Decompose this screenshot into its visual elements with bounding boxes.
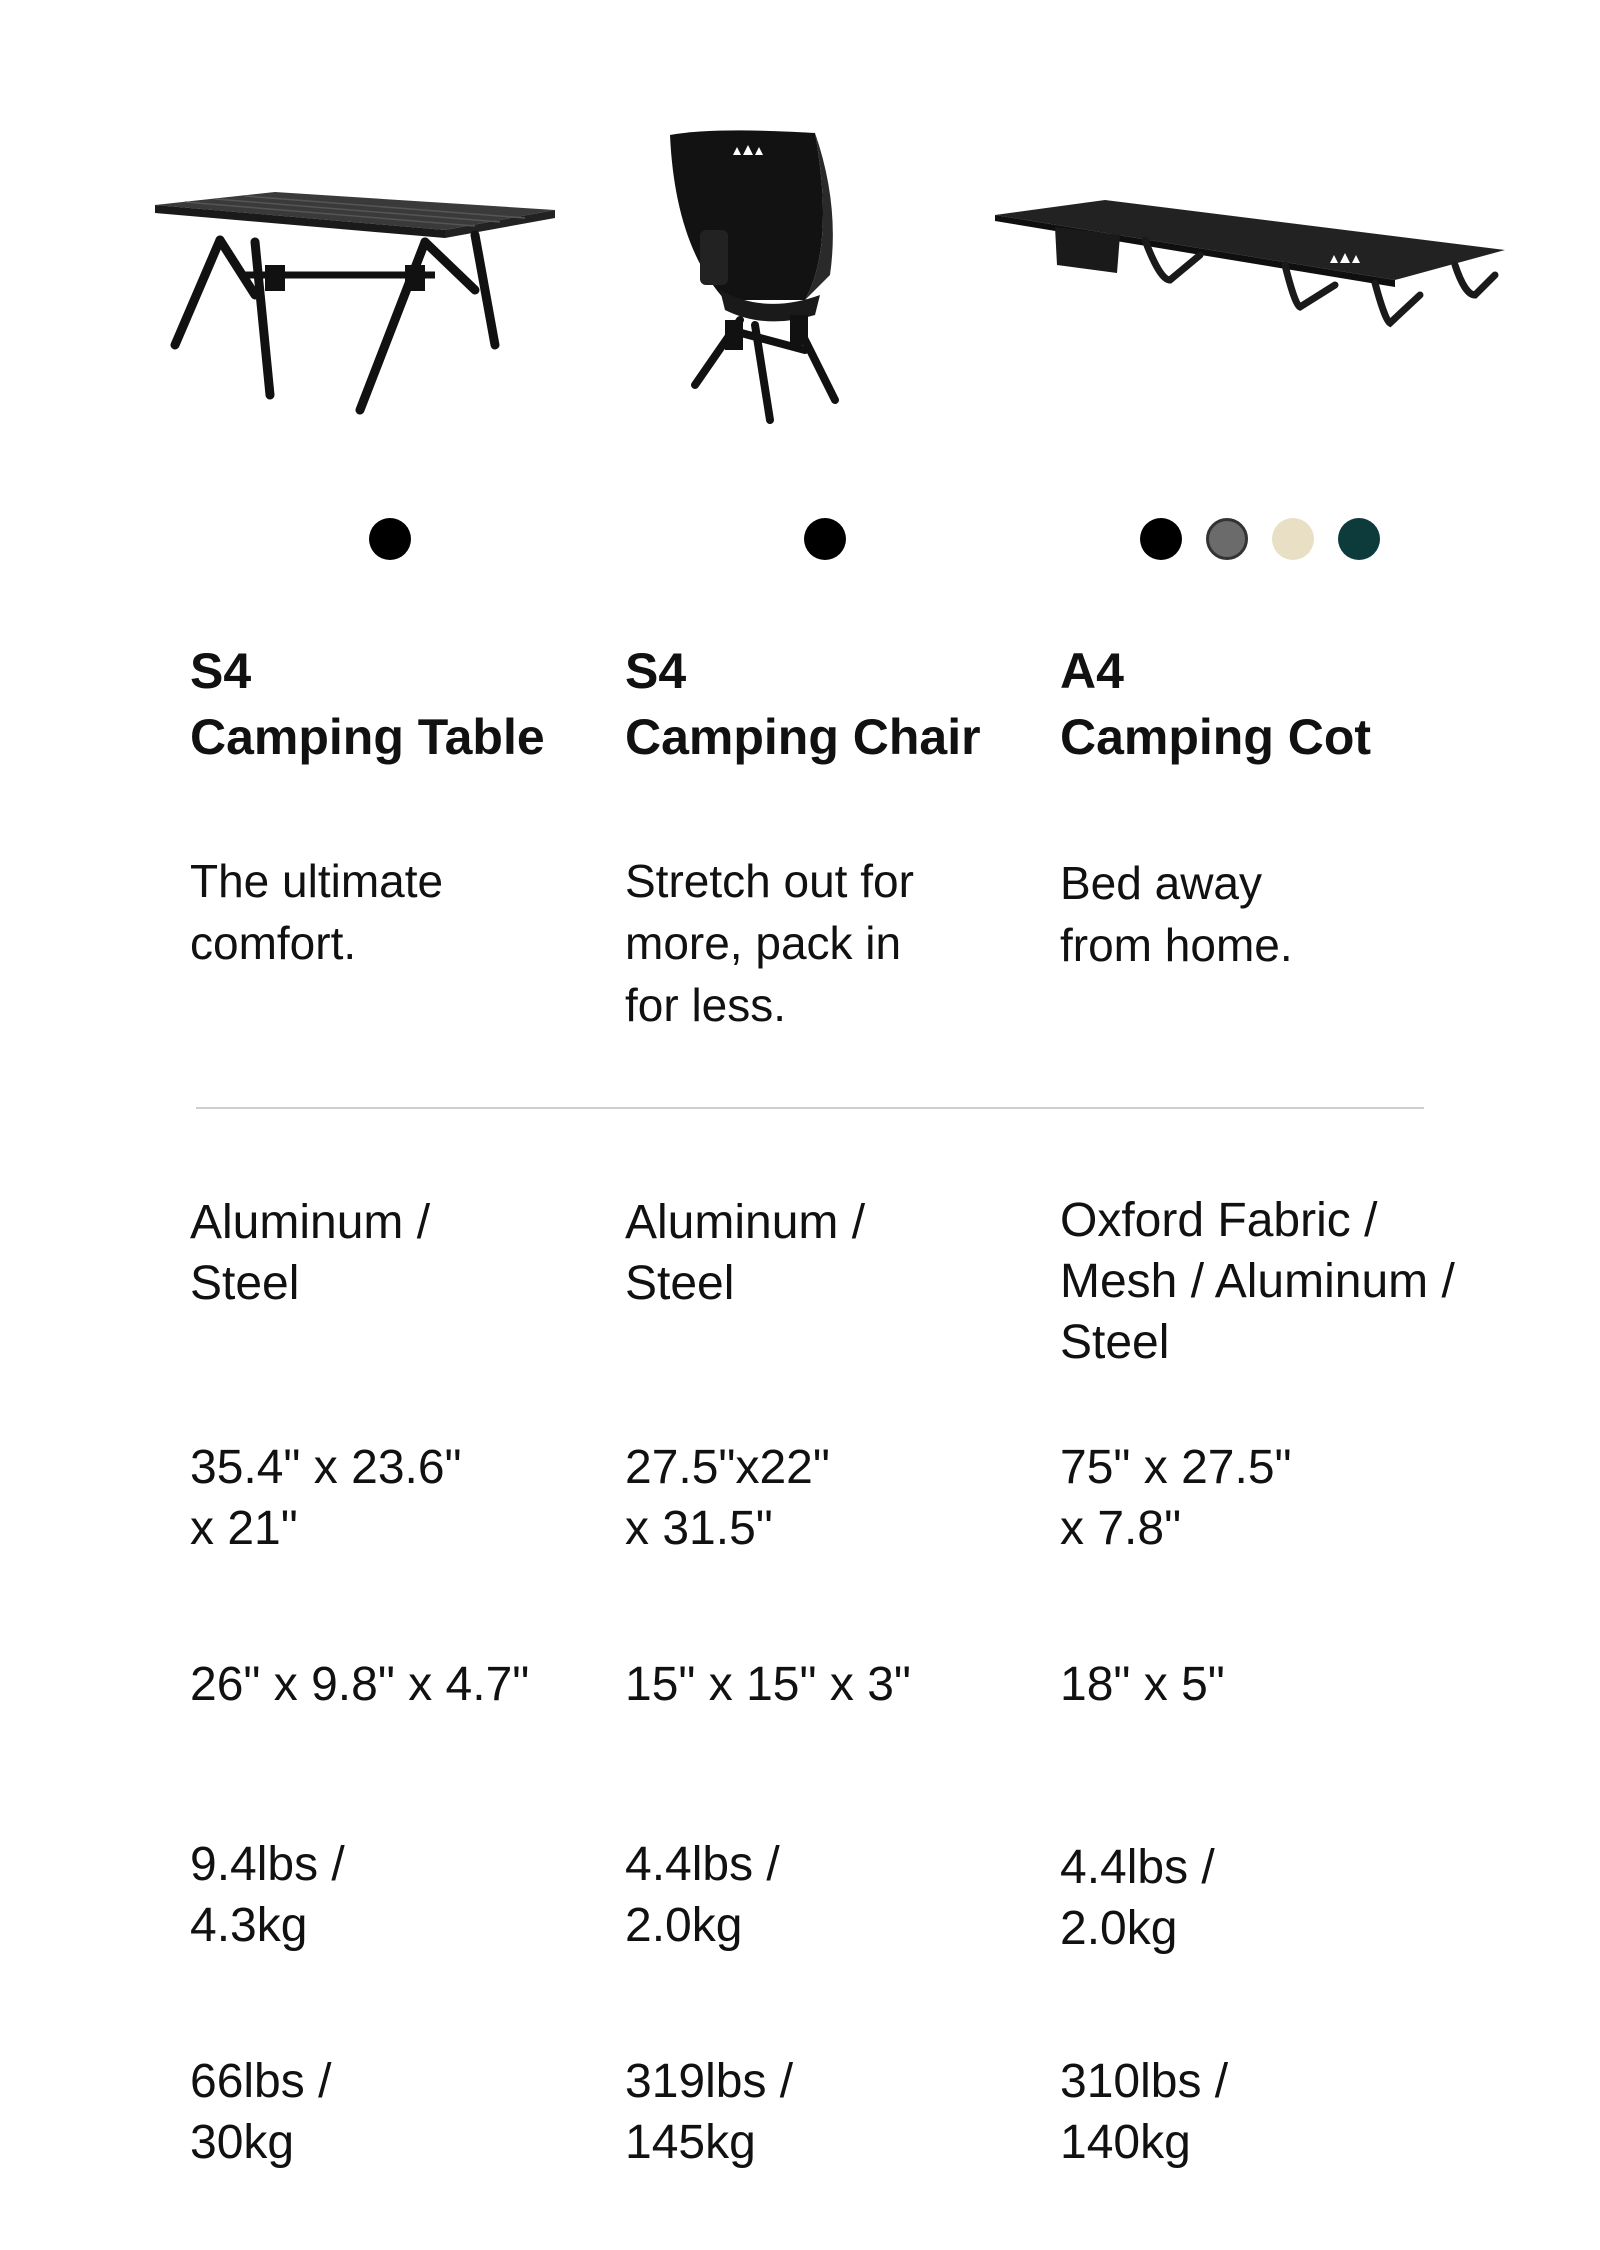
product-model: S4 (190, 643, 252, 699)
color-swatch-gray[interactable] (1206, 518, 1248, 560)
color-swatches (190, 518, 590, 560)
spec-material: Aluminum / Steel (190, 1196, 431, 1310)
color-swatch-black[interactable] (804, 518, 846, 560)
spec-weight: 4.4lbs / 2.0kg (625, 1838, 780, 1952)
color-swatch-beige[interactable] (1272, 518, 1314, 560)
spec-capacity: 319lbs / 145kg (625, 2055, 794, 2169)
color-swatches (625, 518, 1025, 560)
product-name: Camping Chair (625, 709, 981, 765)
product-name: Camping Table (190, 709, 545, 765)
spec-material: Oxford Fabric / Mesh / Aluminum / Steel (1060, 1194, 1455, 1369)
product-title[interactable] (190, 638, 590, 770)
camping-cot-image (995, 195, 1515, 345)
spec-packed-size: 15" x 15" x 3" (625, 1658, 911, 1711)
product-tagline: The ultimate comfort. (190, 855, 444, 969)
spec-dimensions: 75" x 27.5" x 7.8" (1060, 1441, 1292, 1555)
product-tagline: Bed away from home. (1060, 857, 1293, 971)
product-tagline: Stretch out for more, pack in for less. (625, 855, 914, 1031)
product-model: A4 (1060, 643, 1124, 699)
product-model: S4 (625, 643, 687, 699)
color-swatch-black[interactable] (1140, 518, 1182, 560)
product-title[interactable] (625, 638, 1025, 770)
spec-capacity: 66lbs / 30kg (190, 2055, 332, 2169)
spec-packed-size: 26" x 9.8" x 4.7" (190, 1658, 530, 1711)
spec-material: Aluminum / Steel (625, 1196, 866, 1310)
color-swatch-black[interactable] (369, 518, 411, 560)
spec-weight: 4.4lbs / 2.0kg (1060, 1841, 1215, 1955)
spec-packed-size: 18" x 5" (1060, 1658, 1225, 1711)
spec-capacity: 310lbs / 140kg (1060, 2055, 1229, 2169)
product-title[interactable] (1060, 638, 1460, 770)
spec-weight: 9.4lbs / 4.3kg (190, 1838, 345, 1952)
camping-chair-image (655, 125, 915, 435)
color-swatch-dark-teal[interactable] (1338, 518, 1380, 560)
section-divider (196, 1107, 1424, 1109)
color-swatches (1060, 518, 1460, 560)
spec-dimensions: 35.4" x 23.6" x 21" (190, 1441, 462, 1555)
camping-table-image (145, 180, 565, 420)
product-name: Camping Cot (1060, 709, 1372, 765)
spec-dimensions: 27.5"x22" x 31.5" (625, 1441, 830, 1555)
